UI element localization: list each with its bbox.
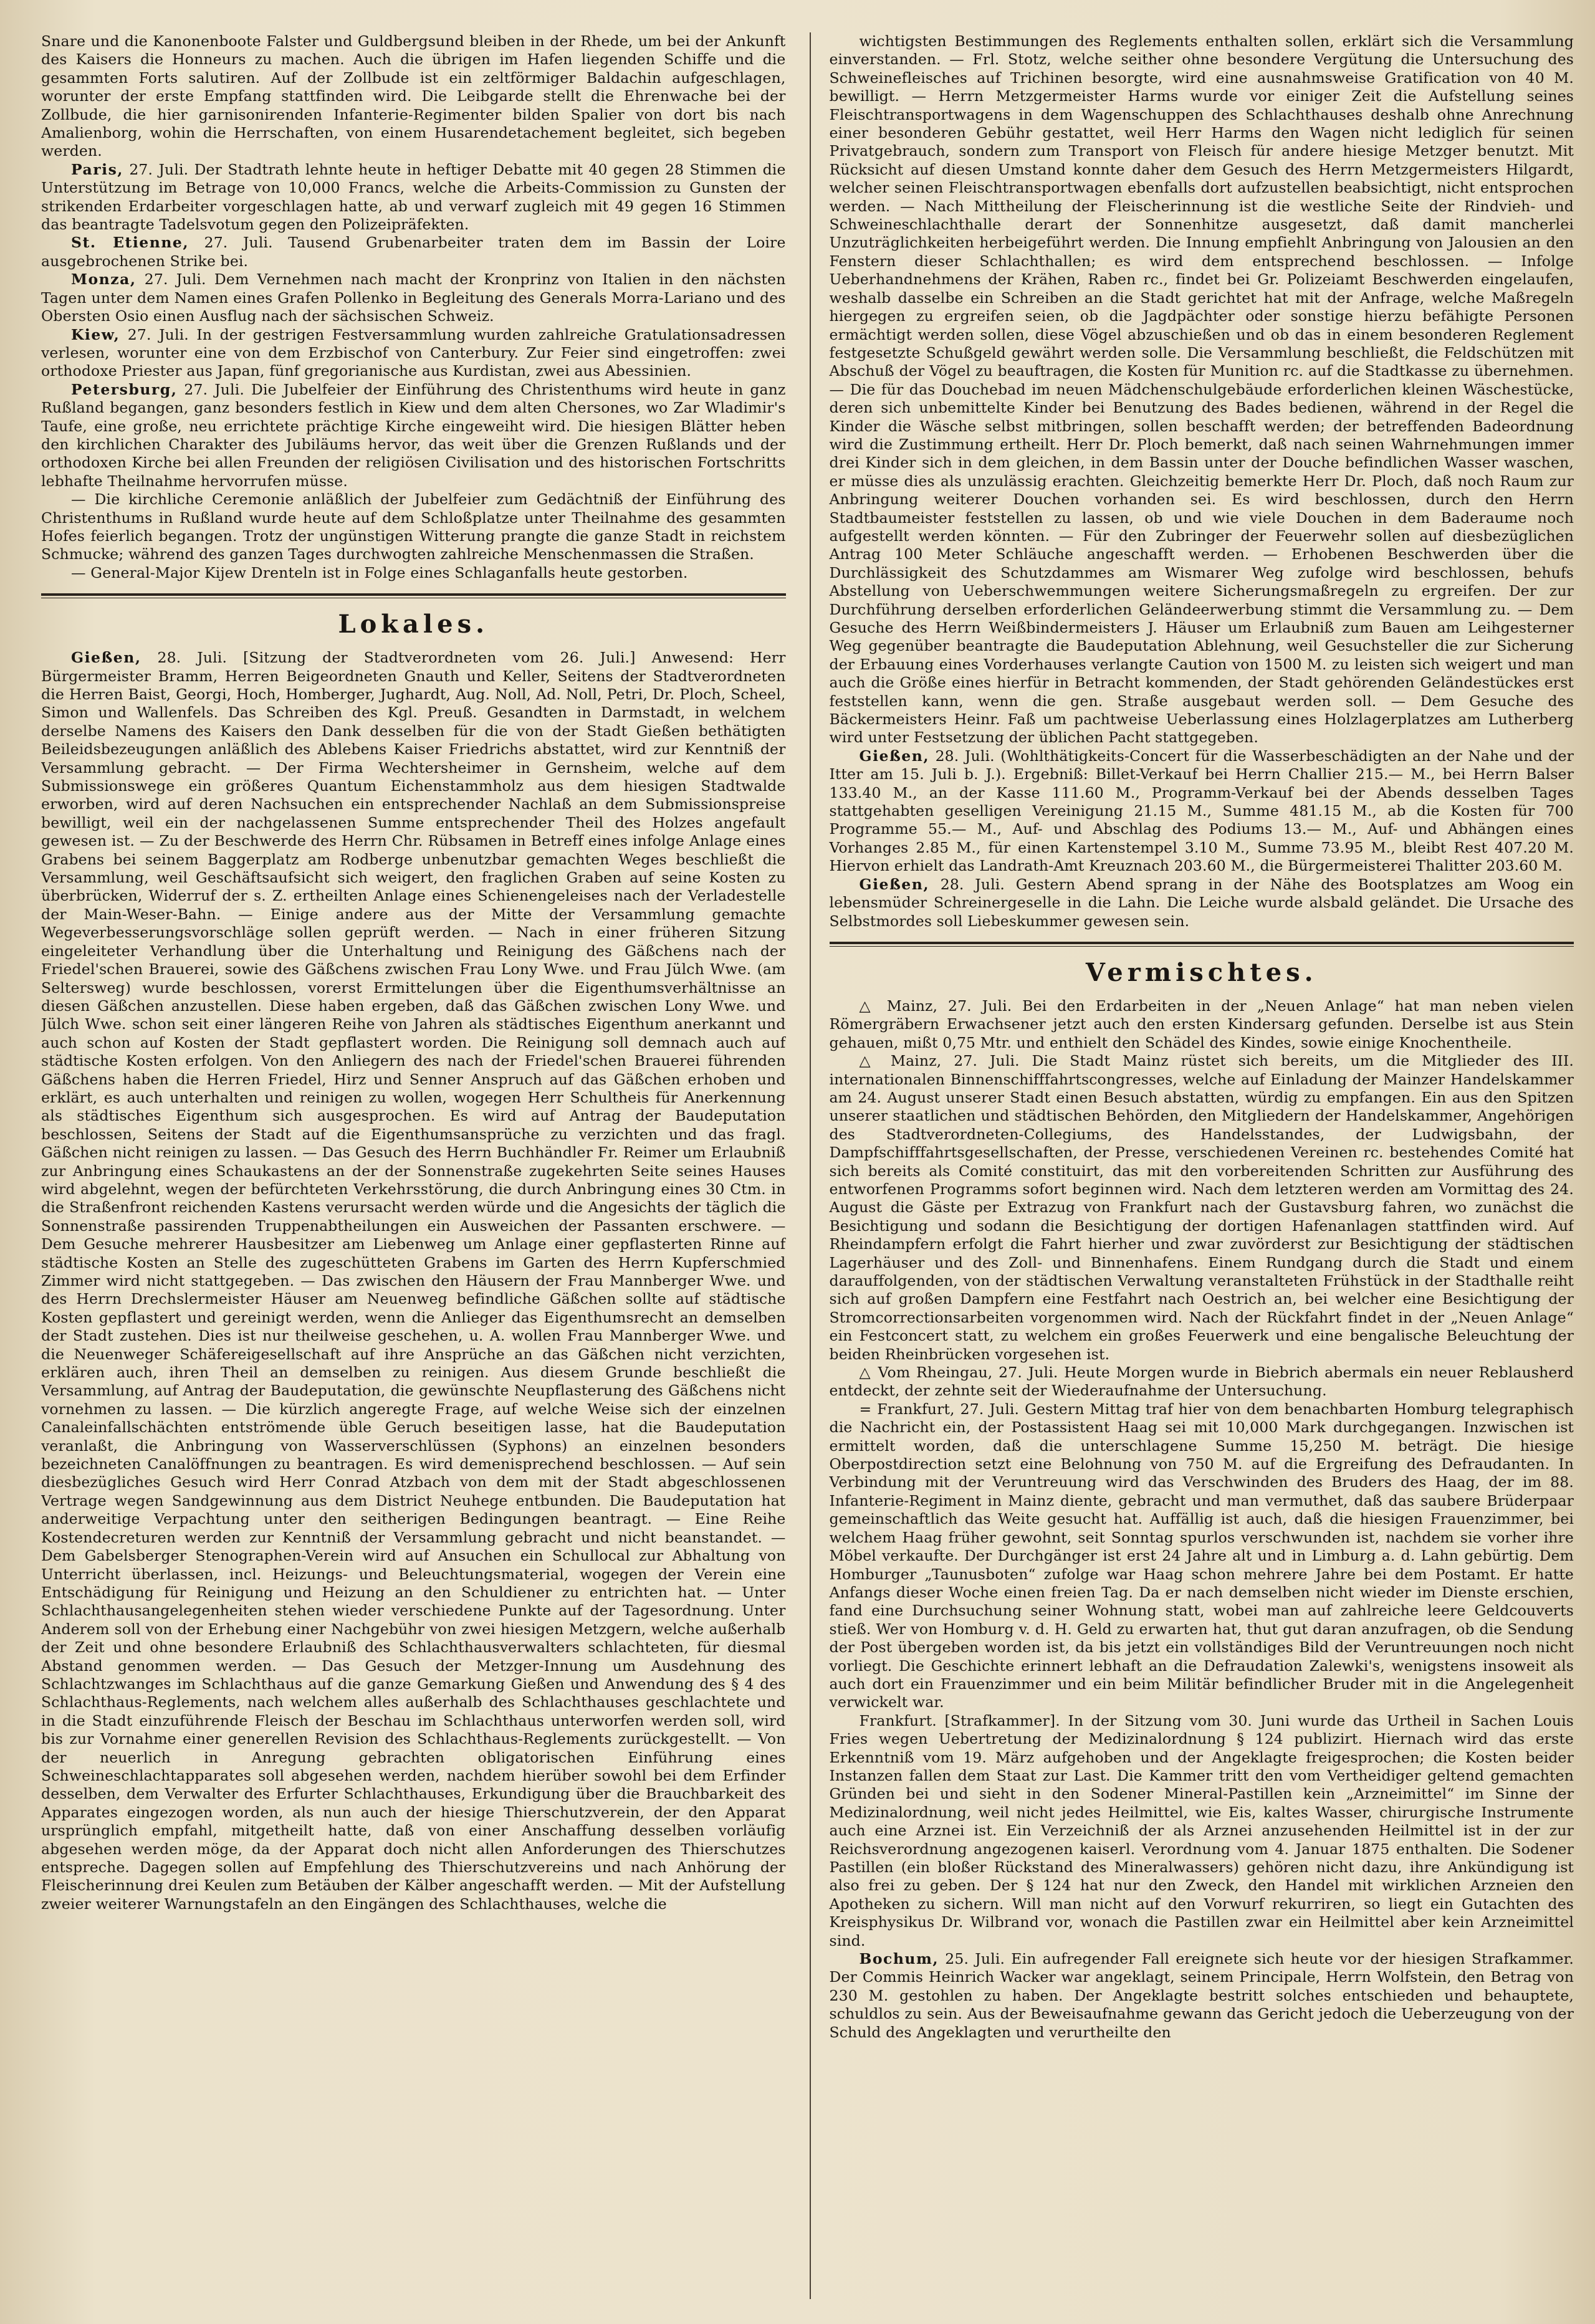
section-heading-vermischtes: Vermischtes.	[1085, 957, 1318, 987]
dateline: Bochum,	[859, 1950, 939, 1968]
section-divider	[830, 942, 1574, 947]
section-divider	[41, 593, 786, 598]
article-paragraph	[41, 649, 786, 1913]
dateline: Gießen,	[859, 875, 930, 893]
dateline: Gießen,	[859, 747, 930, 765]
paragraph-text: 27. Juli. Der Stadtrath lehnte heute in heftiger Debatte mit 40 gegen 28 Stimmen die Unterstützung im Betrage von 10,000 Francs, welche die Arbeits-Commission zu Gunsten der strikenden Erdarbeiter vorgeschlagen hatte, ab und verwarf zugleich mit 49 gegen 16 Stimmen das beantragte Tadelsvotum gegen den Polizeipräfekten.	[41, 160, 786, 234]
dateline: Kiew,	[71, 325, 120, 343]
article-paragraph	[41, 381, 786, 490]
dateline: St. Etienne,	[71, 234, 189, 252]
vermischtes-section	[830, 997, 1574, 2042]
right-column	[810, 32, 1574, 2299]
section-heading-lokales: Lokales.	[338, 610, 489, 639]
paragraph-text: — Die kirchliche Ceremonie anläßlich der Jubelfeier zum Gedächtniß der Einführung des Christenthums in Rußland wurde heute auf dem Schloßplatze unter Theilnahme des gesammten Hofes feierlich begangen. Trotz der ungünstigen Witterung prangte die ganze Stadt in reichstem Schmucke; während des ganzen Tages durchwogten zahlreiche Menschenmassen die Straßen.	[41, 490, 786, 563]
paragraph-text: Frankfurt. [Strafkammer]. In der Sitzung vom 30. Juni wurde das Urtheil in Sachen Louis Fries wegen Uebertretung der Medizinalordnung § 124 publizirt. Hiernach wird das erste Erkenntniß vom 19. März aufgehoben und der Angeklagte freigesprochen; die Kosten beider Instanzen fallen dem Staat zur Last. Die Kammer tritt den vom Vertheidiger geltend gemachten Gründen bei und sieht in den Sodener Mineral-Pastillen kein „Arzneimittel“ im Sinne der Medizinalordnung, weil nicht jedes Heilmittel, wie Eis, kaltes Wasser, chirurgische Instrumente auch eine Arznei ist. Ein Verzeichniß der als Arznei anzusehenden Heilmittel ist in der zur Reichsverordnung angezogenen kaiserl. Verordnung vom 4. Januar 1875 enthalten. Die Sodener Pastillen (ein bloßer Rückstand des Mineralwassers) gehören nicht dazu, ihre Ankündigung ist also frei zu geben. Der § 124 hat nur den Zweck, den Handel mit wirklichen Arzneien den Apotheken zu sichern. Will man nicht auf den Vorwurf rekurriren, so liegt ein Gutachten des Kreisphysikus Dr. Wilbrand vor, wonach die Pastillen zwar ein Heilmittel aber kein Arzneimittel sind.	[829, 1711, 1574, 1949]
article-paragraph	[41, 564, 786, 582]
paragraph-text: 25. Juli. Ein aufregender Fall ereignete sich heute vor der hiesigen Strafkammer. Der Commis Heinrich Wacker war angeklagt, seinem Principale, Herrn Wolfstein, den Betrag von 230 M. gestohlen zu haben. Der Angeklagte bestritt solches entschieden und behauptete, schuldlos zu sein. Aus der Beweisaufnahme gewann das Gericht jedoch die Ueberzeugung von der Schuld des Angeklagten und verurtheilte den	[829, 1950, 1574, 2041]
dateline: Monza,	[71, 270, 137, 289]
paragraph-text: 27. Juli. In der gestrigen Festversammlung wurden zahlreiche Gratulationsadressen verlesen, worunter eine von dem Erzbischof von Canterbury. Zur Feier sind eingetroffen: zwei orthodoxe Priester aus Japan, fünf gregorianische aus Kurdistan, zwei aus Abessinien.	[41, 325, 786, 380]
paragraph-text: 27. Juli. Die Jubelfeier der Einführung des Christenthums wird heute in ganz Rußland begangen, ganz besonders festlich in Kiew und dem alten Chersones, wo Zar Wladimir's Taufe, eine große, neu errichtete prächtige Kirche eingeweiht wird. Die hiesigen Blätter heben den kirchlichen Charakter des Jubiläums hervor, das weit über die Grenzen Rußlands und der orthodoxen Kirche bei allen Freunden der religiösen Civilisation und des historischen Fortschritts lebhafte Theilnahme hervorrufen müsse.	[41, 380, 786, 490]
column-layout	[41, 32, 1574, 2299]
left-column	[41, 32, 786, 2299]
article-paragraph	[830, 32, 1574, 747]
paragraph-text: △ Mainz, 27. Juli. Bei den Erdarbeiten in der „Neuen Anlage“ hat man neben vielen Römergräbern Erwachsener jetzt auch den ersten Kindersarg gefunden. Derselbe ist aus Stein gehauen, mißt 0,75 Mtr. und enthielt den Schädel des Kindes, sowie einige Knochentheile.	[829, 997, 1574, 1051]
lokales-section	[41, 649, 786, 1913]
council-report-continued	[830, 32, 1574, 930]
paragraph-text: 28. Juli. [Sitzung der Stadtverordneten vom 26. Juli.] Anwesend: Herr Bürgermeister Bramm, Herren Beigeordneten Gnauth und Keller, Seitens der Stadtverordneten die Herren Baist, Georgi, Hoch, Homberger, Jughardt, Aug. Noll, Ad. Noll, Petri, Dr. Ploch, Scheel, Simon und Wallenfels. Das Schreiben des Kgl. Preuß. Gesandten in Darmstadt, in welchem derselbe Namens des Kaisers den Dank desselben für die von der Stadt Gießen bethätigten Beileidsbezeugungen anläßlich des Ablebens Kaiser Friedrichs abstattet, wird zur Kenntniß der Versammlung gebracht. — Der Firma Wechtersheimer in Gernsheim, welche auf dem Submissionswege ein größeres Quantum Eichenstammholz aus dem hiesigen Stadtwalde erworben, wird auf deren Nachsuchen ein entsprechender Nachlaß an dem Submissionspreise bewilligt, weil ein der nachgelassenen Summe entsprechender Theil des Holzes angefault gewesen ist. — Zu der Beschwerde des Herrn Chr. Rübsamen in Betreff eines infolge Anlage eines Grabens bei seinem Baggerplatz am Rodberge unbenutzbar gemachten Weges beschließt die Versammlung, weil Geschäftsaufsicht sich weigert, den fraglichen Graben auf seine Kosten zu überbrücken, Widerruf der s. Z. ertheilten Anlage eines Schienengeleises nach der Verladestelle der Main-Weser-Bahn. — Einige andere aus der Mitte der Versammlung gemachte Wegeverbesserungsvorschläge sollen geprüft werden. — Nach in einer früheren Sitzung eingeleiteter Verhandlung über die Unterhaltung und Reinigung des Gäßchens nach der Friedel'schen Brauerei, sowie des Gäßchens zwischen Frau Lony Wwe. und Frau Jülch Wwe. (am Seltersweg) wurde beschlossen, vorerst Ermittelungen über die Eigenthumsverhältnisse an diesen Gäßchen anzustellen. Diese haben ergeben, daß das Gäßchen zwischen Lony Wwe. und Jülch Wwe. schon seit einer längeren Reihe von Jahren als städtisches Eigenthum anerkannt und auch schon auf Kosten der Stadt gepflastert worden. Die Reinigung soll demnach auch auf städtische Kosten erfolgen. Von den Anliegern des nach der Friedel'schen Brauerei führenden Gäßchens haben die Herren Friedel, Hirz und Senner Anspruch auf das Gäßchen erhoben und erklärt, es auch unterhalten und reinigen zu wollen, wogegen Herr Schultheis für Anerkennung als städtisches Eigenthum sich ausgesprochen. Es wird auf Antrag der Baudeputation beschlossen, Seitens der Stadt auf die Eigenthumsansprüche zu verzichten und das fragl. Gäßchen nicht reinigen zu lassen. — Das Gesuch des Herrn Buchhändler Fr. Reimer um Erlaubniß zur Anbringung eines Schaukastens an der der Sonnenstraße zugekehrten Seite seines Hauses wird abgelehnt, wegen der befürchteten Verkehrsstörung, die durch Anbringung eines 30 Ctm. in die Straßenfront reichenden Kastens verursacht werden würde und die Angesichts der täglich die Sonnenstraße passirenden Truppenabtheilungen ein Ausweichen der Passanten erschwere. — Dem Gesuche mehrerer Hausbesitzer am Liebenweg um Anlage einer gepflasterten Rinne auf städtische Kosten an Stelle des zugeschütteten Grabens im Garten des Herrn Kupferschmied Zimmer wird nicht stattgegeben. — Das zwischen den Häusern der Frau Mannberger Wwe. und des Herrn Drechslermeister Häuser am Neuenweg befindliche Gäßchen sollte auf städtische Kosten gepflastert und gereinigt werden, wenn die Anlieger das Eigenthumsrecht an demselben der Stadt zustehen. Dies ist nur theilweise geschehen, u. A. wollen Frau Mannberger Wwe. und die Neuenweger Schäfereigesellschaft auf ihre Ansprüche an das Gäßchen nicht verzichten, erklären auch, ihren Theil an demselben zu reinigen. Aus diesem Grunde beschließt die Versammlung, auf Antrag der Baudeputation, die gewünschte Neupflasterung des Gäßchens nicht vornehmen zu lassen. — Die kürzlich angeregte Frage, auf welche Weise sich der einzelnen Canaleinfallschächten entströmende üble Geruch beseitigen lasse, hat die Baudeputation veranlaßt, die Anbringung von Wasserverschlüssen (Syphons) an einzelnen besonders bezeichneten Canalöffnungen zu beantragen. Es wird demenisprechend beschlossen. — Auf sein diesbezügliches Gesuch wird Herr Conrad Atzbach von dem mit der Stadt abgeschlossenen Vertrage wegen Sandgewinnung aus dem District Neuhege entbunden. Die Baudeputation hat anderweitige Verpachtung unter den seitherigen Bedingungen beantragt. — Eine Reihe Kostendecreturen werden zur Kenntniß der Versammlung gebracht und nicht beanstandet. — Dem Gabelsberger Stenographen-Verein wird auf Ansuchen ein Schullocal zur Abhaltung von Unterricht überlassen, incl. Heizungs- und Beleuchtungsmaterial, wogegen der Verein eine Entschädigung für Reinigung und Heizung an den Schuldiener zu entrichten hat. — Unter Schlachthausangelegenheiten stehen wieder verschiedene Punkte auf der Tagesordnung. Unter Anderem soll von der Erhebung einer Nachgebühr von zwei hiesigen Metzgern, welche außerhalb der Zeit und ohne besondere Erlaubniß des Schlachthausverwalters schlachteten, für diesmal Abstand genommen werden. — Das Gesuch der Metzger-Innung um Ausdehnung des Schlachtzwanges im Schlachthaus auf die ganze Gemarkung Gießen und Anwendung des § 4 des Schlachthaus-Reglements, nach welchem alles außerhalb des Schlachthauses geschlachtete und in die Stadt einzuführende Fleisch der Beschau im Schlachthaus unterworfen werden soll, wird bis zur Vornahme einer generellen Revision des Schlachthaus-Reglements zurückgestellt. — Von der neuerlich in Anregung gebrachten obligatorischen Einführung eines Schweineschlachtapparates soll abgesehen werden, nachdem hierüber sowohl bei dem Erfinder desselben, dem Verwalter des Erfurter Schlachthauses, Erkundigung über die Brauchbarkeit des Apparates eingezogen worden, als nun auch der hiesige Thierschutzverein, der den Apparat ursprünglich empfahl, mitgetheilt hatte, daß von einer Anschaffung desselben vorläufig abgesehen werden möge, da der Apparat doch nicht allen Anforderungen des Thierschutzes entspreche. Dagegen sollen auf Empfehlung des Thierschutzvereins und nach Anhörung der Fleischerinnung drei Keulen zum Betäuben der Kälber angeschafft werden. — Mit der Aufstellung zweier weiterer Warnungstafeln an den Eingängen des Schlachthauses, welche die	[41, 649, 786, 1913]
paragraph-text: 28. Juli. (Wohlthätigkeits-Concert für die Wasserbeschädigten an der Nahe und der Itter am 15. Juli b. J.). Ergebniß: Billet-Verkauf bei Herrn Challier 215.— M., bei Herrn Balser 133.40 M., an der Kasse 111.60 M., Programm-Verkauf bei der Abends desselben Tages stattgehabten geselligen Vereinigung 21.15 M., Summe 481.15 M., ab die Kosten für 700 Programme 55.— M., Auf- und Abschlag des Podiums 13.— M., Auf- und Abhängen eines Vorhanges 2.85 M., für einen Kartenstempel 3.10 M., Summe 73.95 M., bleibt Rest 407.20 M. Hiervon erhielt das Landrath-Amt Kreuznach 203.60 M., die Bürgermeisterei Thalitter 203.60 M.	[829, 747, 1574, 875]
news-dispatches	[41, 32, 786, 582]
article-paragraph	[830, 876, 1574, 930]
paragraph-text: 27. Juli. Dem Vernehmen nach macht der Kronprinz von Italien in den nächsten Tagen unter dem Namen eines Grafen Pollenko in Begleitung des Generals Morra-Lariano und des Obersten Osio einen Ausflug nach der sächsischen Schweiz.	[41, 270, 786, 325]
paragraph-text: wichtigsten Bestimmungen des Reglements enthalten sollen, erklärt sich die Versammlung einverstanden. — Frl. Stotz, welche seither ohne besondere Vergütung die Untersuchung des Schweinefleisches auf Trichinen besorgte, wird eine ausnahmsweise Gratification von 40 M. bewilligt. — Herrn Metzgermeister Harms wurde vor einiger Zeit die Aufstellung seines Fleischtransportwagens in dem Wagenschuppen des Schlachthauses deshalb ohne Anrechnung einer besonderen Gebühr gestattet, weil Herr Harms den Wagen nicht lediglich für seinen Privatgebrauch, sondern zum Transport von Fleisch für andere hiesige Metzger benutzt. Mit Rücksicht auf diesen Umstand konnte daher dem Gesuch des Herrn Metzgermeisters Hilgardt, welcher seinen Fleischtransportwagen ebenfalls dort aufzustellen beabsichtigt, nicht entsprochen werden. — Nach Mittheilung der Fleischerinnung ist die westliche Seite der Rindvieh- und Schweineschlachthalle derart der Sonnenhitze ausgesetzt, daß damit mancherlei Unzuträglichkeiten herbeigeführt werden. Die Innung empfiehlt Anbringung von Jalousien an den Fenstern dieser Schlachthallen; es wird dem entsprechend beschlossen. — Infolge Ueberhandnehmens der Krähen, Raben rc., findet bei Gr. Polizeiamt Beschwerden eingelaufen, weshalb dasselbe ein Schreiben an die Stadt gerichtet hat mit der Anfrage, welche Maßregeln hiergegen zu ergreifen seien, ob die Jagdpächter oder sonstige hierzu befähigte Personen ermächtigt werden sollen, diese Vögel abzuschießen und ob das in einem besonderen Reglement festgesetzte Schußgeld gewährt werden solle. Die Versammlung beschließt, die Feldschützen mit Abschuß der Vögel zu beauftragen, die Kosten für Munition rc. auf die Stadtkasse zu übernehmen. — Die für das Douchebad im neuen Mädchenschulgebäude erforderlichen kleinen Wäschestücke, deren sich unbemittelte Kinder bei Benutzung des Bades bedienen, während in der Regel die Kinder die Wäsche selbst mitbringen, sollen beschafft werden; der betreffenden Badeordnung wird die Zustimmung ertheilt. Herr Dr. Ploch bemerkt, daß nach seinen Wahrnehmungen immer drei Kinder sich in dem gleichen, in dem Bassin unter der Douche befindlichen Wasser waschen, er müsse dies als unzulässig erachten. Gleichzeitig bemerkte Herr Dr. Ploch, daß noch Raum zur Anbringung weiterer Douchen vorhanden sei. Es wird beschlossen, durch den Herrn Stadtbaumeister feststellen zu lassen, ob und wie viele Douchen in dem Baderaume noch aufgestellt werden könnten. — Für den Zubringer der Feuerwehr sollen auf diesbezüglichen Antrag 100 Meter Schläuche angeschafft werden. — Erhobenen Beschwerden über die Durchlässigkeit des Schutzdammes am Wismarer Weg zufolge wird beschlossen, behufs Abstellung von Ueberschwemmungen weitere Sicherungsmaßregeln zu ergreifen. Der zur Durchführung derselben erforderlichen Geländeerwerbung stimmt die Versammlung zu. — Dem Gesuche des Herrn Weißbindermeisters J. Häuser um Erlaubniß zum Bauen am Leihgesterner Weg gegenüber beantragte die Baudeputation Ablehnung, weil Gesuchsteller die zur Sicherung der Erbauung eines Vorderhauses verlangte Caution von 1500 M. zu leisten sich weigert und man auch die Größe eines hierfür in Betracht kommenden, der Stadt gehörenden Geländestückes erst feststellen kann, wenn die gen. Straße ausgebaut werden soll. — Dem Gesuche des Bäckermeisters Heinr. Faß um pachtweise Ueberlassung eines Holzlagerplatzes am Lutherberg wird unter Festsetzung der üblichen Pacht stattgegeben.	[829, 32, 1574, 747]
paragraph-text: 27. Juli. Tausend Grubenarbeiter traten dem im Bassin der Loire ausgebrochenen Strike bei.	[41, 234, 786, 270]
dateline: Paris,	[71, 160, 123, 178]
article-paragraph	[41, 32, 786, 161]
article-paragraph	[41, 270, 786, 325]
article-paragraph	[41, 326, 786, 381]
paragraph-text: = Frankfurt, 27. Juli. Gestern Mittag traf hier von dem benachbarten Homburg telegraphisch die Nachricht ein, der Postassistent Haag sei mit 10,000 Mark durchgegangen. Inzwischen ist ermittelt worden, daß die unterschlagene Summe 15,250 M. beträgt. Die hiesige Oberpostdirection setzt eine Belohnung von 750 M. auf die Ergreifung des Defraudanten. In Verbindung mit der Veruntreuung wird das Verschwinden des Bruders des Haag, der im 88. Infanterie-Regiment in Mainz diente, gebracht und man vermuthet, daß das saubere Brüderpaar gemeinschaftlich das Weite gesucht hat. Auffällig ist auch, daß die hiesigen Frauenzimmer, bei welchem Haag früher gewohnt, seit Sonntag spurlos verschwunden ist, nachdem sie vorher ihre Möbel verkaufte. Der Durchgänger ist erst 24 Jahre alt und in Limburg a. d. Lahn gebürtig. Dem Homburger „Taunusboten“ zufolge war Haag schon mehrere Jahre bei dem Postamt. Er hatte Anfangs dieser Woche einen freien Tag. Da er nach demselben nicht wieder im Dienste erschien, fand eine Durchsuchung seiner Wohnung statt, wobei man auf zahlreiche leere Geldcouverts stieß. Wer von Homburg v. d. H. Geld zu erwarten hat, thut gut daran anzufragen, ob die Sendung der Post übergeben worden ist, da bis jetzt ein vollständiges Bild der Veruntreuungen noch nicht vorliegt. Die Geschichte erinnert lebhaft an die Defraudation Zalewki's, wenigstens insoweit als auch dort ein Frauenzimmer und ein beim Militär befindlicher Bruder mit in die Angelegenheit verwickelt war.	[829, 1400, 1574, 1711]
article-paragraph	[41, 234, 786, 270]
paragraph-text: — General-Major Kijew Drenteln ist in Folge eines Schlaganfalls heute gestorben.	[71, 563, 688, 581]
article-paragraph	[830, 1950, 1574, 2042]
paragraph-text: △ Vom Rheingau, 27. Juli. Heute Morgen wurde in Biebrich abermals ein neuer Reblausherd entdeckt, der zehnte seit der Wiederaufnahme der Untersuchung.	[829, 1364, 1574, 1400]
paragraph-text: △ Mainz, 27. Juli. Die Stadt Mainz rüstet sich bereits, um die Mitglieder des III. internationalen Binnenschifffahrtscongresses, welche auf Einladung der Mainzer Handelskammer am 24. August unserer Stadt einen Besuch abstatten, würdig zu empfangen. Ein aus den Spitzen unserer staatlichen und städtischen Behörden, den Mitgliedern der Handelskammer, Angehörigen des Stadtverordneten-Collegiums, des Handelsstandes, der Ludwigsbahn, der Dampfschifffahrtsgesellschaften, der Presse, verschiedenen Vereinen rc. bestehendes Comité hat sich bereits als Comité constituirt, das mit den vorbereitenden Schritten zur Ausführung des entworfenen Programms sofort beginnen wird. Nach dem letzteren werden am Vormittag des 24. August die Gäste per Extrazug von Frankfurt nach der Gustavsburg fahren, wo zunächst die Besichtigung und sodann die Besichtigung der dortigen Hafenanlagen stattfinden wird. Auf Rheindampfern erfolgt die Fahrt hierher und zwar zuvörderst zur Besichtigung der städtischen Lagerhäuser und des Zoll- und Binnenhafens. Einem Rundgang durch die Stadt und einem darauffolgenden, von der städtischen Verwaltung veranstalteten Frühstück in der Stadthalle reiht sich auf großen Dampfern eine Festfahrt nach Oestrich an, bei welcher eine Besichtigung der Stromcorrectionsarbeiten vorgenommen wird. Nach der Rückfahrt findet in der „Neuen Anlage“ ein Festconcert statt, zu welchem ein großes Feuerwerk und eine bengalische Beleuchtung der beiden Rheinbrücken vorgesehen ist.	[829, 1052, 1574, 1363]
article-paragraph	[830, 1364, 1574, 1400]
article-paragraph	[41, 161, 786, 234]
article-paragraph	[830, 997, 1574, 1052]
paragraph-text: 28. Juli. Gestern Abend sprang in der Nähe des Bootsplatzes am Woog ein lebensmüder Schreinergeselle in die Lahn. Die Leiche wurde alsbald geländet. Die Ursache des Selbstmordes soll Liebeskummer gewesen sein.	[829, 875, 1574, 930]
article-paragraph	[830, 1712, 1574, 1950]
paragraph-text: Snare und die Kanonenboote Falster und Guldbergsund bleiben in der Rhede, um bei der Ankunft des Kaisers die Honneurs zu machen. Auch die übrigen im Hafen liegenden Schiffe und die gesammten Forts salutiren. Auf der Zollbude ist ein zeltförmiger Baldachin aufgeschlagen, worunter der erste Empfang stattfinden wird. Die Leibgarde stellt die Ehrenwache bei der Zollbude, die hier garnisonirenden Infanterie-Regimenter bilden Spalier von dort bis nach Amalienborg, wohin die Herrschaften, von einem Husarendetachement begleitet, sich begeben werden.	[41, 32, 786, 160]
article-paragraph	[830, 1052, 1574, 1364]
dateline: Gießen,	[71, 649, 141, 667]
article-paragraph	[41, 490, 786, 564]
article-paragraph	[830, 747, 1574, 876]
dateline: Petersburg,	[71, 380, 178, 398]
article-paragraph	[830, 1400, 1574, 1712]
